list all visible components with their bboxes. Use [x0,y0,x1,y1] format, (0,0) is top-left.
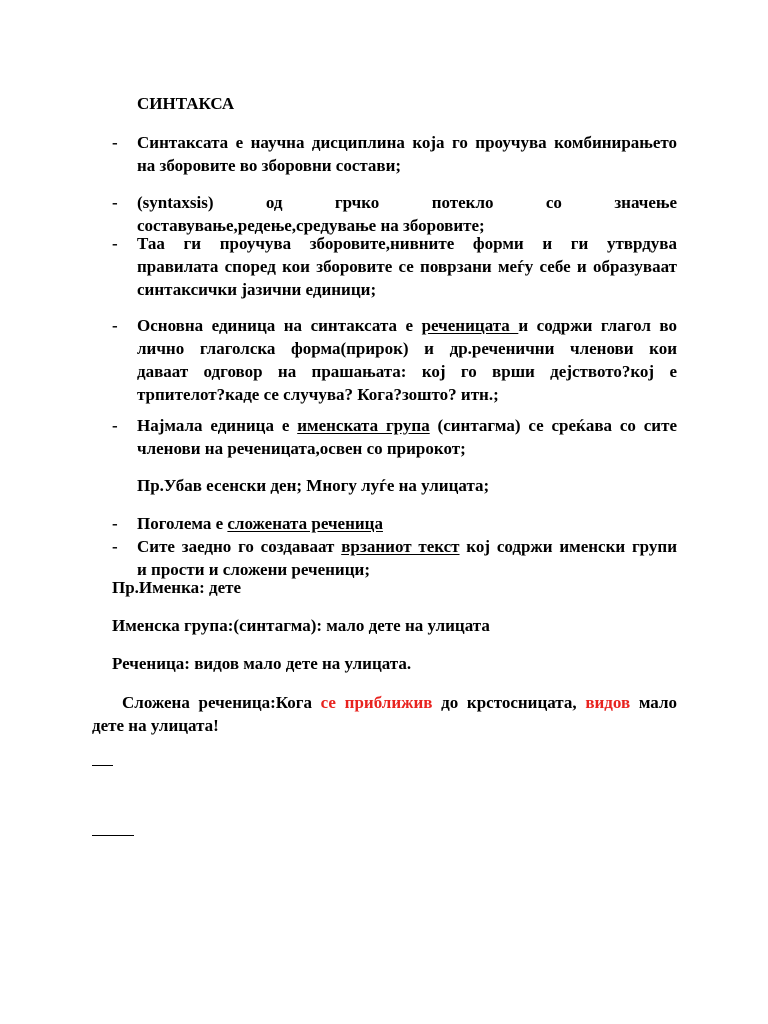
example-complex-sentence [92,691,677,737]
line: на зборовите во зборовни состави; [137,156,402,175]
document-title: СИНТАКСА [137,94,235,113]
line [92,691,677,714]
example-noun: Пр.Именка: дете [112,578,242,597]
text-run: до крстосницата, [432,693,586,712]
line [137,414,677,437]
text-run: Најмала единица е [137,416,298,435]
bullet-dash: - [112,316,118,335]
text-run: Сите заедно го создаваат [137,537,342,556]
line: синтаксички јазични единици; [137,280,377,299]
line [137,314,677,337]
text-run: кој содржи именски групи [459,537,677,556]
line: даваат одговор на прашањата: кој го врши дејството?кој е [137,362,677,381]
example-sentence: Реченица: видов мало дете на улицата. [112,654,412,673]
line: правилата според кои зборовите се поврзани меѓу себе и образуваат [137,257,677,276]
example-group: Именска група:(синтагма): мало дете на улицата [112,616,490,635]
line: составување,редење,средување на зборовите; [137,216,485,235]
line: дете на улицата! [92,716,219,735]
underlined-term: именската група [297,416,430,435]
list-item [137,414,677,460]
text-run: (синтагма) се среќава со сите [429,416,677,435]
bullet-dash: - [112,514,118,533]
text-run: мало [630,693,677,712]
bullet-dash: - [112,234,118,253]
short-rule [92,835,134,836]
list-item [137,535,677,581]
bullet-dash: - [112,133,118,152]
text-run: Основна единица на синтаксата е [137,316,422,335]
line: Таа ги проучува зборовите,нивните форми и ги утврдува [137,234,677,253]
bullet-dash: - [112,416,118,435]
text-run: Сложена реченица:Кога [122,693,321,712]
line: трпителот?каде се случува? Кога?зошто? итн.; [137,385,499,404]
line: и прости и сложени реченици; [137,560,370,579]
line [137,535,677,558]
text-run: и содржи глагол во [518,316,677,335]
underlined-term: врзаниот текст [341,537,460,556]
line: Синтаксата е научна дисциплина која го проучува комбинирањето [137,133,677,152]
list-item [137,232,677,301]
line: членови на реченицата,освен со прирокот; [137,439,466,458]
list-item [137,314,677,406]
underlined-term: реченицата [421,316,519,335]
example-line: Пр.Убав есенски ден; Многу луѓе на улицата; [137,476,490,495]
underlined-term: сложената реченица [227,514,383,533]
highlighted-verb: видов [585,693,631,712]
bullet-dash: - [112,193,118,212]
list-item [137,131,677,177]
line: лично глаголска форма(прирок) и др.реченични членови кои [137,339,677,358]
bullet-dash: - [112,537,118,556]
list-item [137,512,383,535]
line: (syntaxsis) од грчко потекло со значење [137,193,677,212]
text-run: Поголема е [137,514,228,533]
highlighted-verb: се приближив [320,693,433,712]
short-rule [92,765,113,766]
list-item [137,191,677,237]
